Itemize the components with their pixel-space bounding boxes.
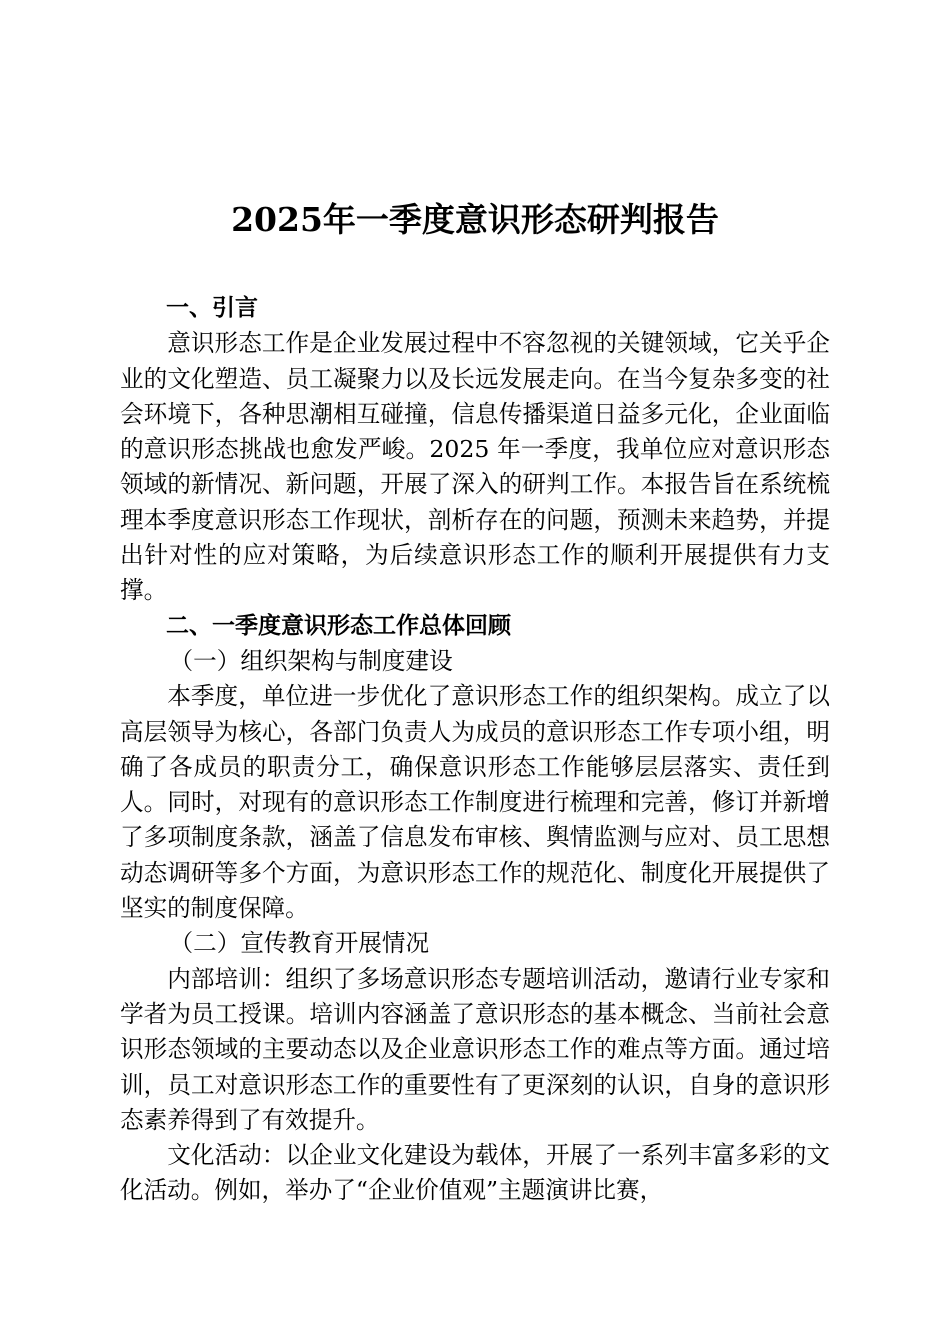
document-body <box>120 291 830 1209</box>
section-heading-introduction: 一、引言 <box>166 295 258 321</box>
section-heading-overview: 二、一季度意识形态工作总体回顾 <box>166 612 511 639</box>
subsection-heading-publicity: （二）宣传教育开展情况 <box>169 929 430 958</box>
paragraph-organization: 本季度，单位进一步优化了意识形态工作的组织架构。成立了以高层领导为核心，各部门负责人为成员的意识形态工作专项小组，明确了各成员的职责分工，确保意识形态工作能够层层落实、责任到人。同时，对现有的意识形态工作制度进行梳理和完善，修订并新增了多项制度条款，涵盖了信息发布审核、舆情监测与应对、员工思想动态调研等多个方面，为意识形态工作的规范化、制度化开展提供了坚实的制度保障。 <box>120 682 830 923</box>
paragraph-cultural-activities: 文化活动：以企业文化建设为载体，开展了一系列丰富多彩的文化活动。例如，举办了“企业价值观”主题演讲比赛， <box>120 1141 830 1205</box>
paragraph-internal-training: 内部培训：组织了多场意识形态专题培训活动，邀请行业专家和学者为员工授课。培训内容涵盖了意识形态的基本概念、当前社会意识形态领域的主要动态以及企业意识形态工作的难点等方面。通过培训，员工对意识形态工作的重要性有了更深刻的认识，自身的意识形态素养得到了有效提升。 <box>120 964 830 1134</box>
document-title: 2025年一季度意识形态研判报告 <box>231 200 719 239</box>
paragraph-introduction: 意识形态工作是企业发展过程中不容忽视的关键领域，它关乎企业的文化塑造、员工凝聚力以及长远发展走向。在当今复杂多变的社会环境下，各种思潮相互碰撞，信息传播渠道日益多元化，企业面临的意识形态挑战也愈发严峻。2025 年一季度，我单位应对意识形态领域的新情况、新问题，开展了深入的研判工作。本报告旨在系统梳理本季度意识形态工作现状，剖析存在的问题，预测未来趋势，并提出针对性的应对策略，为后续意识形态工作的顺利开展提供有力支撑。 <box>120 329 830 605</box>
subsection-heading-organization: （一）组织架构与制度建设 <box>169 646 453 675</box>
